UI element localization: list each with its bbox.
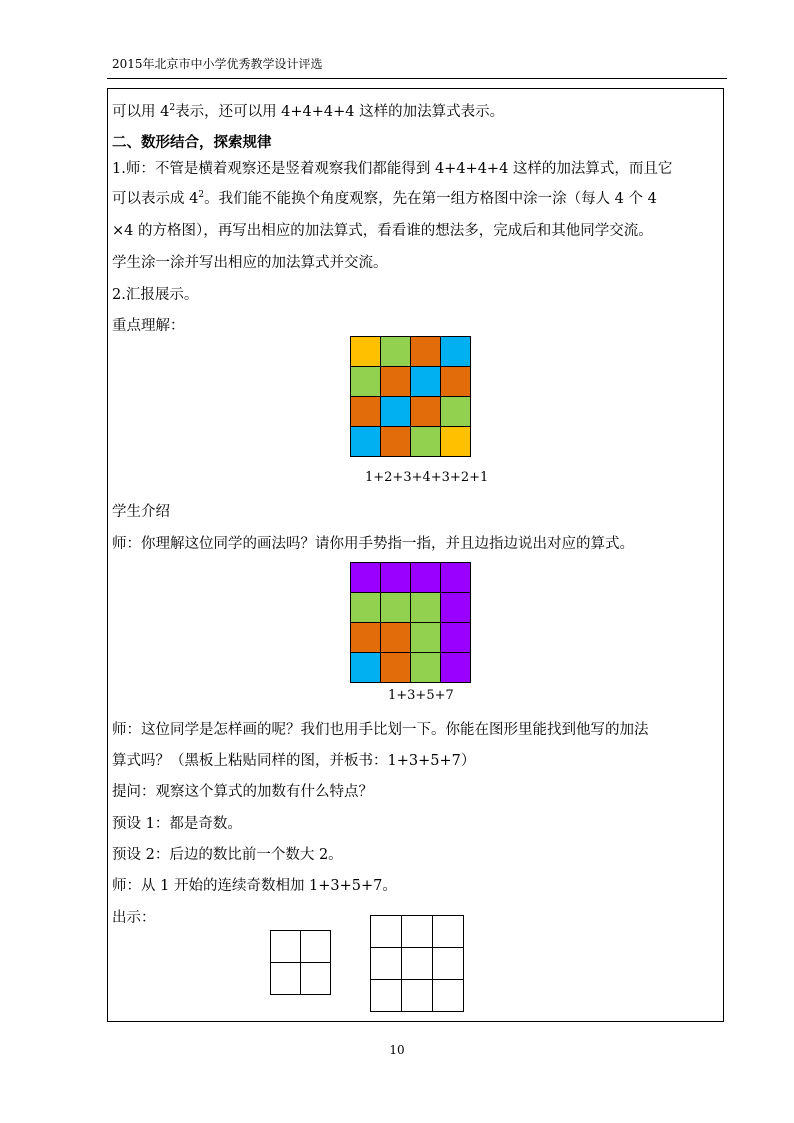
- grid-cell: [351, 397, 381, 427]
- grid-cell: [411, 427, 441, 457]
- grid-cell: [351, 623, 381, 653]
- empty-grid-2x2: [270, 930, 331, 995]
- section-heading: 二、数形结合，探索规律: [112, 134, 272, 151]
- grid-cell: [351, 367, 381, 397]
- page-number: 10: [389, 1043, 405, 1057]
- grid-cell: [433, 948, 464, 980]
- grid-cell: [351, 653, 381, 683]
- grid-cell: [381, 337, 411, 367]
- text-line-13: 提问：观察这个算式的加数有什么特点？: [112, 784, 373, 800]
- grid-cell: [411, 623, 441, 653]
- text-line-12: 算式吗？（黑板上粘贴同样的图，并板书：1+3+5+7）: [112, 753, 476, 769]
- grid-cell: [411, 397, 441, 427]
- text-line-1: 可以用 $4^2$表示，还可以用 4+4+4+4 这样的加法算式表示。: [112, 103, 505, 120]
- grid-cell: [411, 563, 441, 593]
- text-line-7: 2.汇报展示。: [112, 287, 199, 303]
- text-line-4: 可以表示成 $4^2$。我们能不能换个角度观察，先在第一组方格图中涂一涂（每人 4 个 4: [112, 190, 657, 207]
- grid-cell: [441, 653, 471, 683]
- grid-cell: [441, 397, 471, 427]
- grid-cell: [402, 916, 433, 948]
- grid-cell: [381, 367, 411, 397]
- grid-cell: [381, 593, 411, 623]
- grid-cell: [381, 623, 411, 653]
- grid-cell: [301, 931, 331, 963]
- grid-cell: [411, 593, 441, 623]
- text-line-8: 重点理解：: [112, 318, 185, 334]
- grid-cell: [351, 563, 381, 593]
- colored-grid-1: [350, 336, 471, 457]
- grid-cell: [351, 337, 381, 367]
- grid-cell: [381, 563, 411, 593]
- grid-cell: [381, 397, 411, 427]
- grid-cell: [371, 916, 402, 948]
- grid-cell: [441, 593, 471, 623]
- grid-cell: [371, 948, 402, 980]
- text-line-11: 师：这位同学是怎样画的呢？我们也用手比划一下。你能在图形里能找到他写的加法: [112, 722, 649, 738]
- text-line-3: 1.师：不管是横着观察还是竖着观察我们都能得到 4+4+4+4 这样的加法算式，而且它: [112, 161, 673, 177]
- grid-cell: [271, 963, 301, 995]
- grid-1-caption: 1+2+3+4+3+2+1: [365, 470, 489, 485]
- empty-grid-3x3: [370, 915, 464, 1012]
- grid-cell: [441, 337, 471, 367]
- grid-cell: [381, 653, 411, 683]
- grid-cell: [301, 963, 331, 995]
- grid-cell: [381, 427, 411, 457]
- grid-cell: [433, 980, 464, 1012]
- grid-cell: [411, 367, 441, 397]
- grid-cell: [351, 593, 381, 623]
- grid-2-caption: 1+3+5+7: [388, 688, 454, 703]
- text-line-6: 学生涂一涂并写出相应的加法算式并交流。: [112, 255, 388, 271]
- text-line-15: 预设 2：后边的数比前一个数大 2。: [112, 847, 343, 863]
- grid-cell: [351, 427, 381, 457]
- text-line-9: 学生介绍: [112, 504, 170, 520]
- grid-cell: [441, 427, 471, 457]
- document-header: 2015年北京市中小学优秀教学设计评选: [112, 57, 323, 71]
- header-rule: [107, 78, 727, 79]
- grid-cell: [402, 980, 433, 1012]
- text-line-16: 师：从 1 开始的连续奇数相加 1+3+5+7。: [112, 878, 397, 894]
- grid-cell: [441, 563, 471, 593]
- grid-cell: [371, 980, 402, 1012]
- grid-cell: [271, 931, 301, 963]
- grid-cell: [441, 367, 471, 397]
- text-line-10: 师：你理解这位同学的画法吗？请你用手势指一指，并且边指边说出对应的算式。: [112, 536, 634, 552]
- colored-grid-2: [350, 562, 471, 683]
- text-line-17: 出示：: [112, 910, 156, 926]
- grid-cell: [411, 337, 441, 367]
- grid-cell: [433, 916, 464, 948]
- grid-cell: [402, 948, 433, 980]
- text-line-5: ×4 的方格图），再写出相应的加法算式，看看谁的想法多，完成后和其他同学交流。: [112, 223, 653, 239]
- text-line-14: 预设 1：都是奇数。: [112, 816, 242, 832]
- grid-cell: [411, 653, 441, 683]
- grid-cell: [441, 623, 471, 653]
